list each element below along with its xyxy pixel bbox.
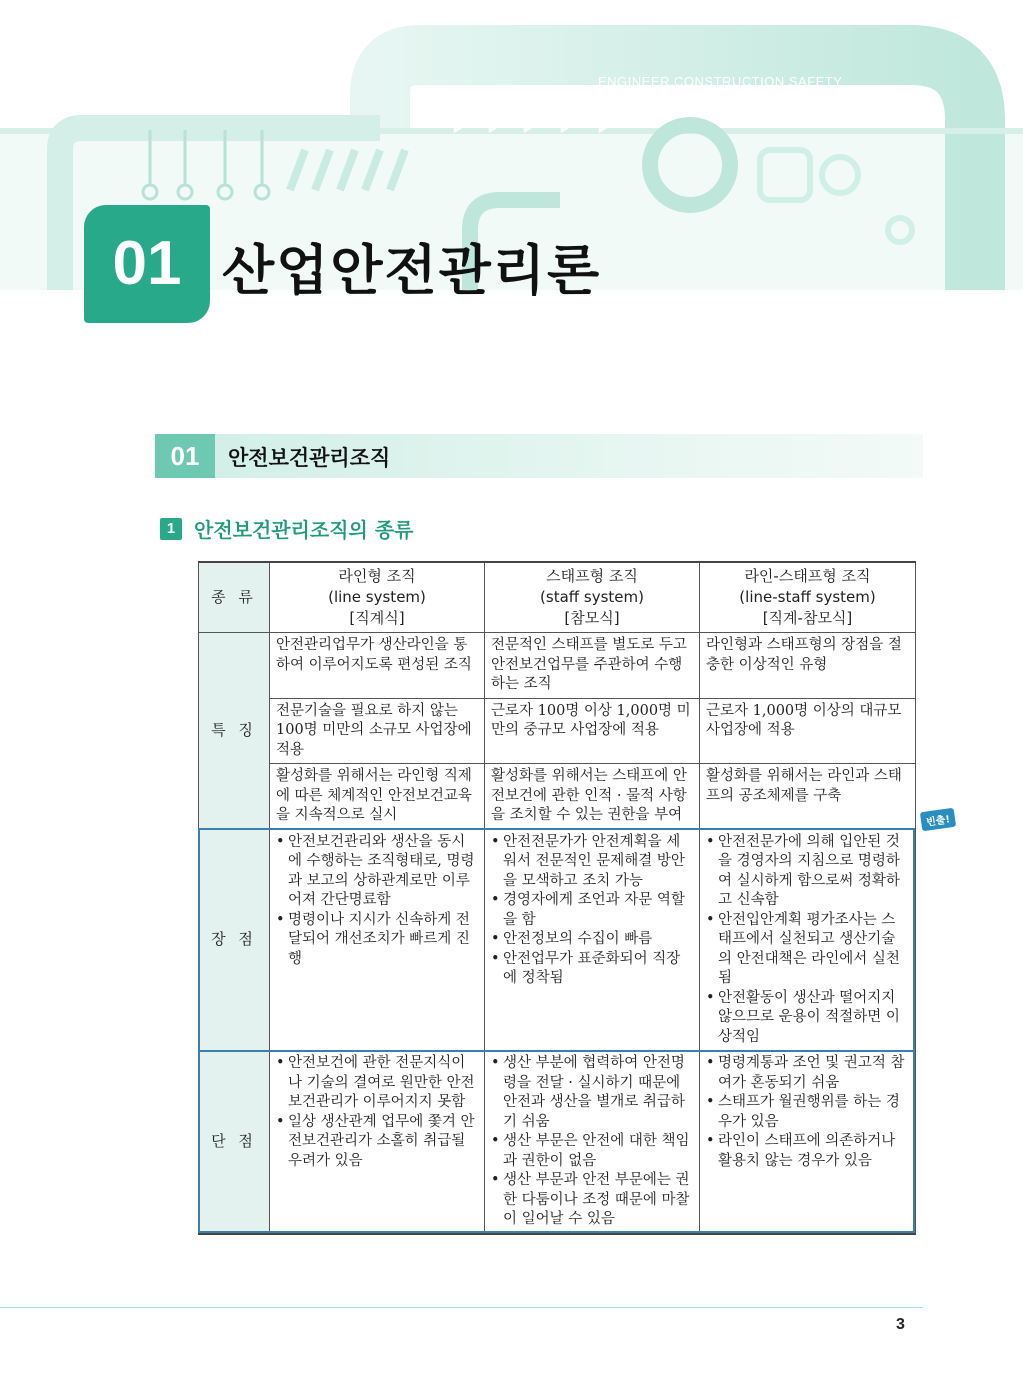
column-name: 스태프형 조직 xyxy=(546,567,638,585)
list-item: • 안전보건에 관한 전문지식이나 기술의 결여로 원만한 안전보건관리가 이루어지지 못함 xyxy=(276,1054,478,1113)
table-cell: 전문기술을 필요로 하지 않는 100명 미만의 소규모 사업장에 적용 xyxy=(270,698,485,764)
table-row xyxy=(199,698,916,764)
table-cell: 활성화를 위해서는 스태프에 안전보건에 관한 인적 · 물적 사항을 조치할 수 있는 권한을 부여 xyxy=(485,764,700,830)
list-item: • 안전정보의 수집이 빠름 xyxy=(491,930,693,950)
subsection-number: 1 xyxy=(160,518,182,540)
cons-row xyxy=(199,1051,916,1234)
column-en: (line system) xyxy=(328,588,426,606)
column-name: 라인-스태프형 조직 xyxy=(744,567,871,585)
list-item: • 안전전문가에 의해 입안된 것을 경영자의 지침으로 명령하여 실시하게 함으로써 정확하고 신속함 xyxy=(706,833,909,911)
column-alias: [직계식] xyxy=(349,609,405,627)
list-item: • 명령이나 지시가 신속하게 전달되어 개선조치가 빠르게 진행 xyxy=(276,911,478,970)
table-row xyxy=(199,764,916,830)
subsection-title: 안전보건관리조직의 종류 xyxy=(194,518,414,542)
list-item: • 일상 생산관계 업무에 쫓겨 안전보건관리가 소홀히 취급될 우려가 있음 xyxy=(276,1113,478,1172)
table-cell xyxy=(270,1051,485,1234)
list-item: • 경영자에게 조언과 자문 역할을 함 xyxy=(491,891,693,930)
table-cell: 근로자 100명 이상 1,000명 미만의 중규모 사업장에 적용 xyxy=(485,698,700,764)
column-header-line-staff xyxy=(700,562,916,633)
section-number: 01 xyxy=(155,434,215,478)
chapter-number-badge: 01 xyxy=(84,205,210,323)
column-en: (line-staff system) xyxy=(739,588,876,606)
table-cell: 안전관리업무가 생산라인을 통하여 이루어지도록 편성된 조직 xyxy=(270,633,485,699)
cons-label: 단 점 xyxy=(199,1051,270,1234)
list-item: • 생산 부분에 협력하여 안전명령을 전달 · 실시하기 때문에 안전과 생산을 별개로 취급하기 쉬움 xyxy=(491,1054,693,1132)
column-name: 라인형 조직 xyxy=(338,567,416,585)
column-alias: [직계-참모식] xyxy=(762,609,853,627)
column-header-staff xyxy=(485,562,700,633)
table-cell xyxy=(700,1051,916,1234)
pros-row xyxy=(199,829,916,1051)
list-item: • 생산 부문과 안전 부문에는 권한 다툼이나 조정 때문에 마찰이 일어날 수 있음 xyxy=(491,1171,693,1230)
table-cell: 라인형과 스태프형의 장점을 절충한 이상적인 유형 xyxy=(700,633,916,699)
frequent-badge: 빈출! xyxy=(920,808,956,832)
table-cell: 활성화를 위해서는 라인과 스태프의 공조체제를 구축 xyxy=(700,764,916,830)
corner-cell: 종 류 xyxy=(199,562,270,633)
banner-label: ENGINEER CONSTRUCTION SAFETY xyxy=(598,74,843,89)
list-item: • 스태프가 월권행위를 하는 경우가 있음 xyxy=(706,1093,909,1132)
section-title: 안전보건관리조직 xyxy=(228,446,391,470)
table-row xyxy=(199,633,916,699)
footer-line xyxy=(0,1307,923,1308)
list-item: • 안전업무가 표준화되어 직장에 정착됨 xyxy=(491,950,693,989)
page-number: 3 xyxy=(896,1316,905,1333)
table-header-row xyxy=(199,562,916,633)
list-item: • 안전활동이 생산과 떨어지지 않으므로 운용이 적절하면 이상적임 xyxy=(706,989,909,1048)
table-cell xyxy=(485,829,700,1051)
list-item: • 명령계통과 조언 및 권고적 참여가 혼동되기 쉬움 xyxy=(706,1054,909,1093)
list-item: • 안전전문가가 안전계획을 세워서 전문적인 문제해결 방안을 모색하고 조치 가능 xyxy=(491,833,693,892)
organization-types-table xyxy=(198,561,916,1235)
column-header-line xyxy=(270,562,485,633)
table-cell: 전문적인 스태프를 별도로 두고 안전보건업무를 주관하여 수행하는 조직 xyxy=(485,633,700,699)
table-cell xyxy=(700,829,916,1051)
list-item: • 안전보건관리와 생산을 동시에 수행하는 조직형태로, 명령과 보고의 상하관계로만 이루어져 간단명료함 xyxy=(276,833,478,911)
table-cell: 활성화를 위해서는 라인형 직제에 따른 체계적인 안전보건교육을 지속적으로 실시 xyxy=(270,764,485,830)
table-cell xyxy=(485,1051,700,1234)
column-alias: [참모식] xyxy=(564,609,620,627)
list-item: • 안전입안계획 평가조사는 스태프에서 실천되고 생산기술의 안전대책은 라인에서 실천됨 xyxy=(706,911,909,989)
table-cell: 근로자 1,000명 이상의 대규모 사업장에 적용 xyxy=(700,698,916,764)
chapter-title: 산업안전관리론 xyxy=(222,239,602,302)
column-en: (staff system) xyxy=(540,588,644,606)
list-item: • 라인이 스태프에 의존하거나 활용치 않는 경우가 있음 xyxy=(706,1132,909,1171)
pros-label: 장 점 xyxy=(199,829,270,1051)
list-item: • 생산 부문은 안전에 대한 책임과 권한이 없음 xyxy=(491,1132,693,1171)
table-cell xyxy=(270,829,485,1051)
features-label: 특 징 xyxy=(199,633,270,830)
